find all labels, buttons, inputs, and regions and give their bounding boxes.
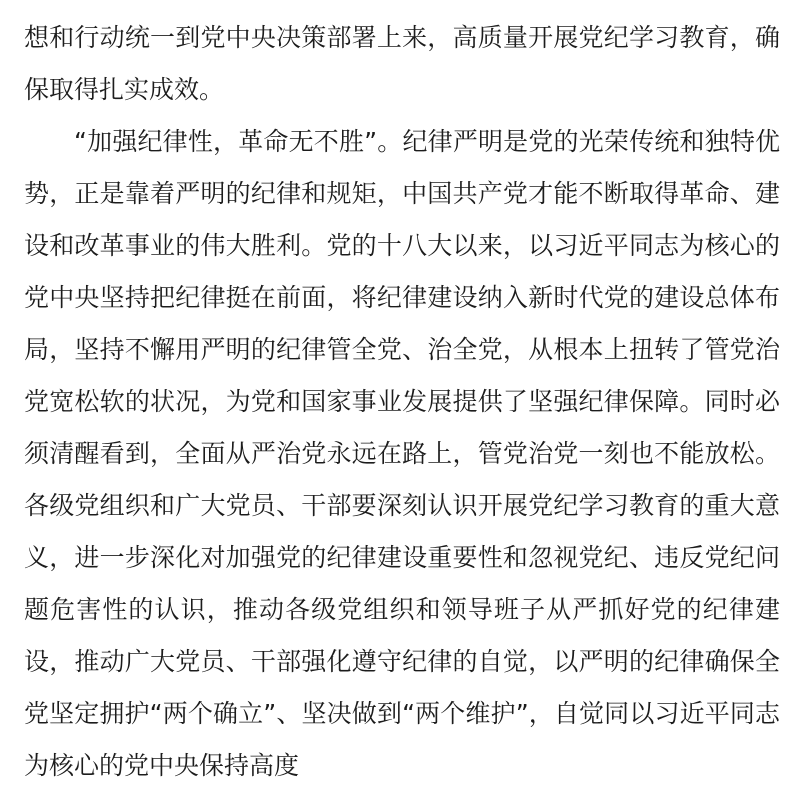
paragraph-continuation: 想和行动统一到党中央决策部署上来，高质量开展党纪学习教育，确保取得扎实成效。 <box>24 23 780 104</box>
paragraph-discipline: “加强纪律性，革命无不胜”。纪律严明是党的光荣传统和独特优势，正是靠着严明的纪律和规矩，中国共产党才能不断取得革命、建设和改革事业的伟大胜利。党的十八大以来，以习近平同志为核心的党中央坚持把纪律挺在前面，将纪律建设纳入新时代党的建设总体布局，坚持不懈用严明的纪律管全党、治全党，从根本上扭转了管党治党宽松软的状况，为党和国家事业发展提供了坚强纪律保障。同时必须清醒看到，全面从严治党永远在路上，管党治党一刻也不能放松。各级党组织和广大党员、干部要深刻认识开展党纪学习教育的重大意义，进一步深化对加强党的纪律建设重要性和忽视党纪、违反党纪问题危害性的认识，推动各级党组织和领导班子从严抓好党的纪律建设，推动广大党员、干部强化遵守纪律的自觉，以严明的纪律确保全党坚定拥护“两个确立”、坚决做到“两个维护”，自觉同以习近平同志为核心的党中央保持高度 <box>24 127 780 780</box>
